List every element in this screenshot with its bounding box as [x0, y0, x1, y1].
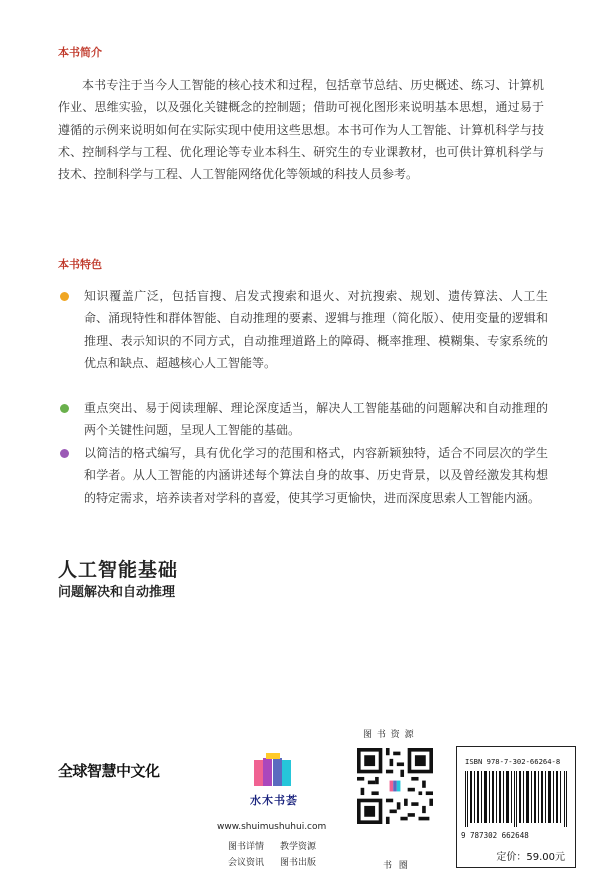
barcode-digits: 9 787302 662648: [461, 831, 529, 840]
intro-paragraph: 本书专注于当今人工智能的核心技术和过程，包括章节总结、历史概述、练习、计算机作业、思维实验，以及强化关键概念的控制题；借助可视化图形来说明基本思想，通过易于遵循的示例来说明如何在实际实现中使用这些思想。本书可作为人工智能、计算机科学与技术、控制科学与工程、优化理论等专业本科生、研究生的专业课教材，也可供计算机科学与技术、控制科学与工程、人工智能网络优化等领域的科技人员参考。: [58, 78, 544, 182]
link-conference-info[interactable]: 会议资讯: [228, 858, 265, 868]
link-book-publishing[interactable]: 图书出版: [280, 858, 317, 868]
book-subtitle: 问题解决和自动推理: [58, 585, 176, 600]
brand-logo-icon: [252, 752, 294, 788]
link-book-details[interactable]: 图书详情: [228, 842, 265, 852]
qr-title: 图 书 资 源: [363, 730, 415, 740]
feature-item-3: 以简洁的格式编写，具有优化学习的范围和格式，内容新颖独特，适合不同层次的学生和学者。从人工智能的内涵讲述每个算法自身的故事、历史背景，以及曾经激发其构想的特定需求，培养读者对学科的喜爱，使其学习更愉快，进而深度思索人工智能内涵。: [84, 446, 548, 505]
bullet-dot-green: [60, 404, 69, 413]
isbn-text: ISBN 978-7-302-66264-8: [465, 757, 561, 766]
brand-bar-1: [254, 760, 263, 786]
book-title: 人工智能基础: [58, 559, 179, 581]
feature-item-1: 知识覆盖广泛，包括盲搜、启发式搜索和退火、对抗搜索、规划、遗传算法、人工生命、涌现特性和群体智能、自动推理的要素、逻辑与推理（简化版）、使用变量的逻辑和推理、表示知识的不同方式，自动推理道路上的障碍、概率推理、模糊集、专家系统的优点和缺点、超越核心人工智能等。: [84, 289, 548, 370]
link-teaching-resources[interactable]: 教学资源: [280, 842, 317, 852]
feature-item-2: 重点突出、易于阅读理解、理论深度适当，解决人工智能基础的问题解决和自动推理的两个关键性问题，呈现人工智能的基础。: [84, 401, 548, 438]
bullet-dot-purple: [60, 449, 69, 458]
brand-bar-4: [282, 760, 291, 786]
qr-code-icon[interactable]: [357, 748, 433, 824]
barcode-icon: [463, 771, 571, 829]
barcode-box: [456, 746, 576, 868]
brand-bar-top: [266, 753, 280, 759]
brand-bar-3: [273, 758, 282, 786]
qr-caption: 书 圈: [383, 861, 410, 871]
price-label: 定价：59.00元: [496, 852, 565, 863]
brand-url[interactable]: www.shuimushuhui.com: [217, 822, 327, 832]
intro-section-title: 本书简介: [58, 46, 102, 59]
brand-bar-2: [263, 758, 272, 786]
brand-name: 水木书荟: [250, 794, 298, 807]
features-section-title: 本书特色: [58, 258, 102, 271]
publisher-logo: 全球智慧中文化: [58, 762, 160, 780]
bullet-dot-orange: [60, 292, 69, 301]
